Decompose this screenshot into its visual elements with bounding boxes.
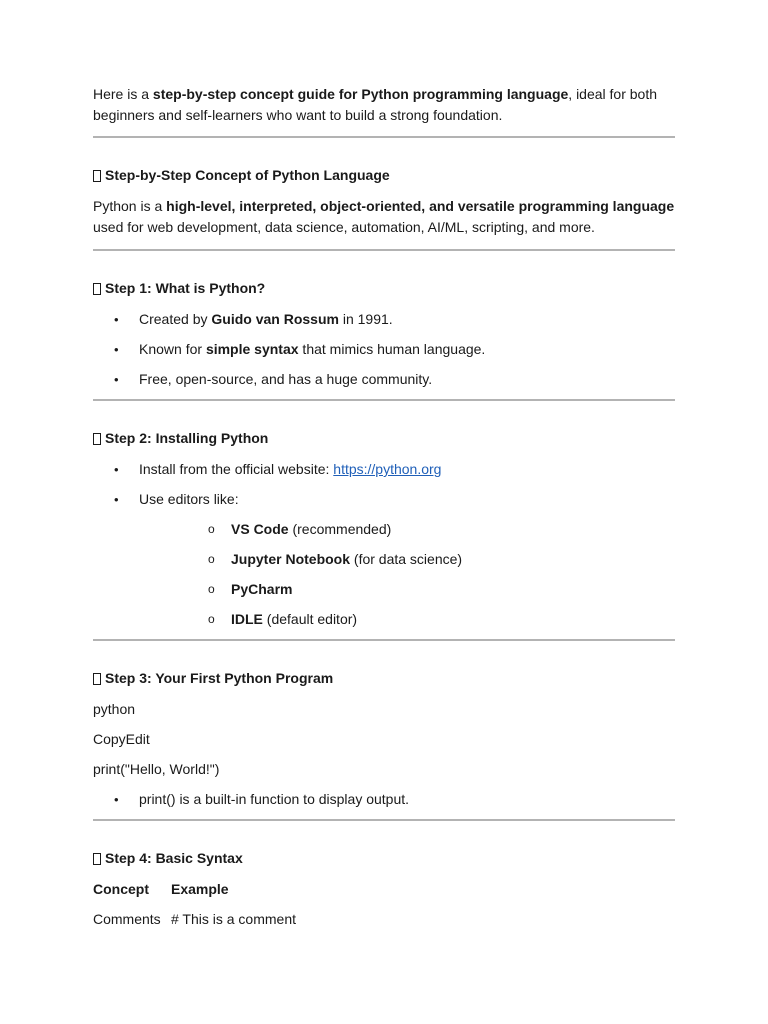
editor-name: IDLE xyxy=(231,611,263,627)
editor-name: PyCharm xyxy=(231,581,293,597)
sublist-item xyxy=(139,579,675,600)
item-text: Free, open-source, and has a huge community. xyxy=(139,371,433,387)
table-cell: Comments xyxy=(93,911,161,927)
editor-name: Jupyter Notebook xyxy=(231,551,351,567)
sublist-item xyxy=(139,549,675,570)
copy-edit-label: CopyEdit xyxy=(93,731,150,747)
divider xyxy=(93,249,675,251)
circle-bullet-icon: o xyxy=(208,522,215,536)
list-item xyxy=(93,789,675,810)
item-text: Install from the official website: xyxy=(139,461,334,477)
list-item xyxy=(93,369,675,390)
section-heading-step1 xyxy=(93,278,675,299)
sublist-item xyxy=(139,609,675,630)
step3-list xyxy=(93,789,675,810)
divider xyxy=(93,399,675,401)
python-org-link[interactable]: https://python.org xyxy=(333,461,442,477)
item-bold: Guido van Rossum xyxy=(211,311,339,327)
overview-bold: high-level, interpreted, object-oriented, and versatile programming language xyxy=(166,198,675,214)
overview-text-end: used for web development, data science, automation, AI/ML, scripting, and more. xyxy=(93,219,595,235)
item-text-end: that mimics human language. xyxy=(298,341,486,357)
intro-text-end: , ideal for both beginners and self-learners who want to build a strong foundation. xyxy=(93,86,658,123)
circle-bullet-icon: o xyxy=(208,612,215,626)
step2-list xyxy=(93,459,675,630)
list-item xyxy=(93,339,675,360)
item-text: Known for xyxy=(139,341,206,357)
editor-note: (default editor) xyxy=(262,611,358,627)
overview-paragraph xyxy=(93,196,675,238)
divider xyxy=(93,136,675,138)
item-text: Use editors like: xyxy=(139,491,239,507)
list-item xyxy=(93,489,675,630)
section-heading-step2 xyxy=(93,428,675,449)
item-text-end: in 1991. xyxy=(338,311,393,327)
missing-glyph-icon xyxy=(93,853,101,865)
circle-bullet-icon: o xyxy=(208,582,215,596)
table-cell: # This is a comment xyxy=(171,911,297,927)
sublist-item xyxy=(139,519,675,540)
document-page xyxy=(93,84,675,939)
syntax-table xyxy=(93,879,675,930)
heading-text: Step-by-Step Concept of Python Language xyxy=(105,167,390,183)
circle-bullet-icon: o xyxy=(208,552,215,566)
intro-paragraph xyxy=(93,84,675,126)
intro-text: Here is a xyxy=(93,86,153,102)
overview-text: Python is a xyxy=(93,198,167,214)
editor-note: (recommended) xyxy=(288,521,392,537)
heading-text: Step 4: Basic Syntax xyxy=(105,850,243,866)
code-line: print("Hello, World!") xyxy=(93,761,220,777)
column-header: Example xyxy=(171,881,229,897)
missing-glyph-icon xyxy=(93,673,101,685)
editor-note: (for data science) xyxy=(350,551,463,567)
section-heading-step3 xyxy=(93,668,675,689)
item-text: Created by xyxy=(139,311,212,327)
heading-text: Step 1: What is Python? xyxy=(105,280,266,296)
heading-text: Step 2: Installing Python xyxy=(105,430,269,446)
step1-list xyxy=(93,309,675,390)
table-header-row xyxy=(93,879,675,900)
section-heading-step4 xyxy=(93,848,675,869)
missing-glyph-icon xyxy=(93,170,101,182)
list-item xyxy=(93,309,675,330)
list-item xyxy=(93,459,675,480)
column-header: Concept xyxy=(93,881,149,897)
missing-glyph-icon xyxy=(93,283,101,295)
heading-text: Step 3: Your First Python Program xyxy=(105,670,334,686)
code-language-label: python xyxy=(93,701,136,717)
editors-sublist xyxy=(139,519,675,630)
divider xyxy=(93,639,675,641)
item-text: print() is a built-in function to display output. xyxy=(139,791,410,807)
missing-glyph-icon xyxy=(93,433,101,445)
item-bold: simple syntax xyxy=(205,341,299,357)
intro-bold: step-by-step concept guide for Python programming language xyxy=(152,86,569,102)
divider xyxy=(93,819,675,821)
section-heading-overview xyxy=(93,165,675,186)
editor-name: VS Code xyxy=(231,521,289,537)
table-row xyxy=(93,909,675,930)
